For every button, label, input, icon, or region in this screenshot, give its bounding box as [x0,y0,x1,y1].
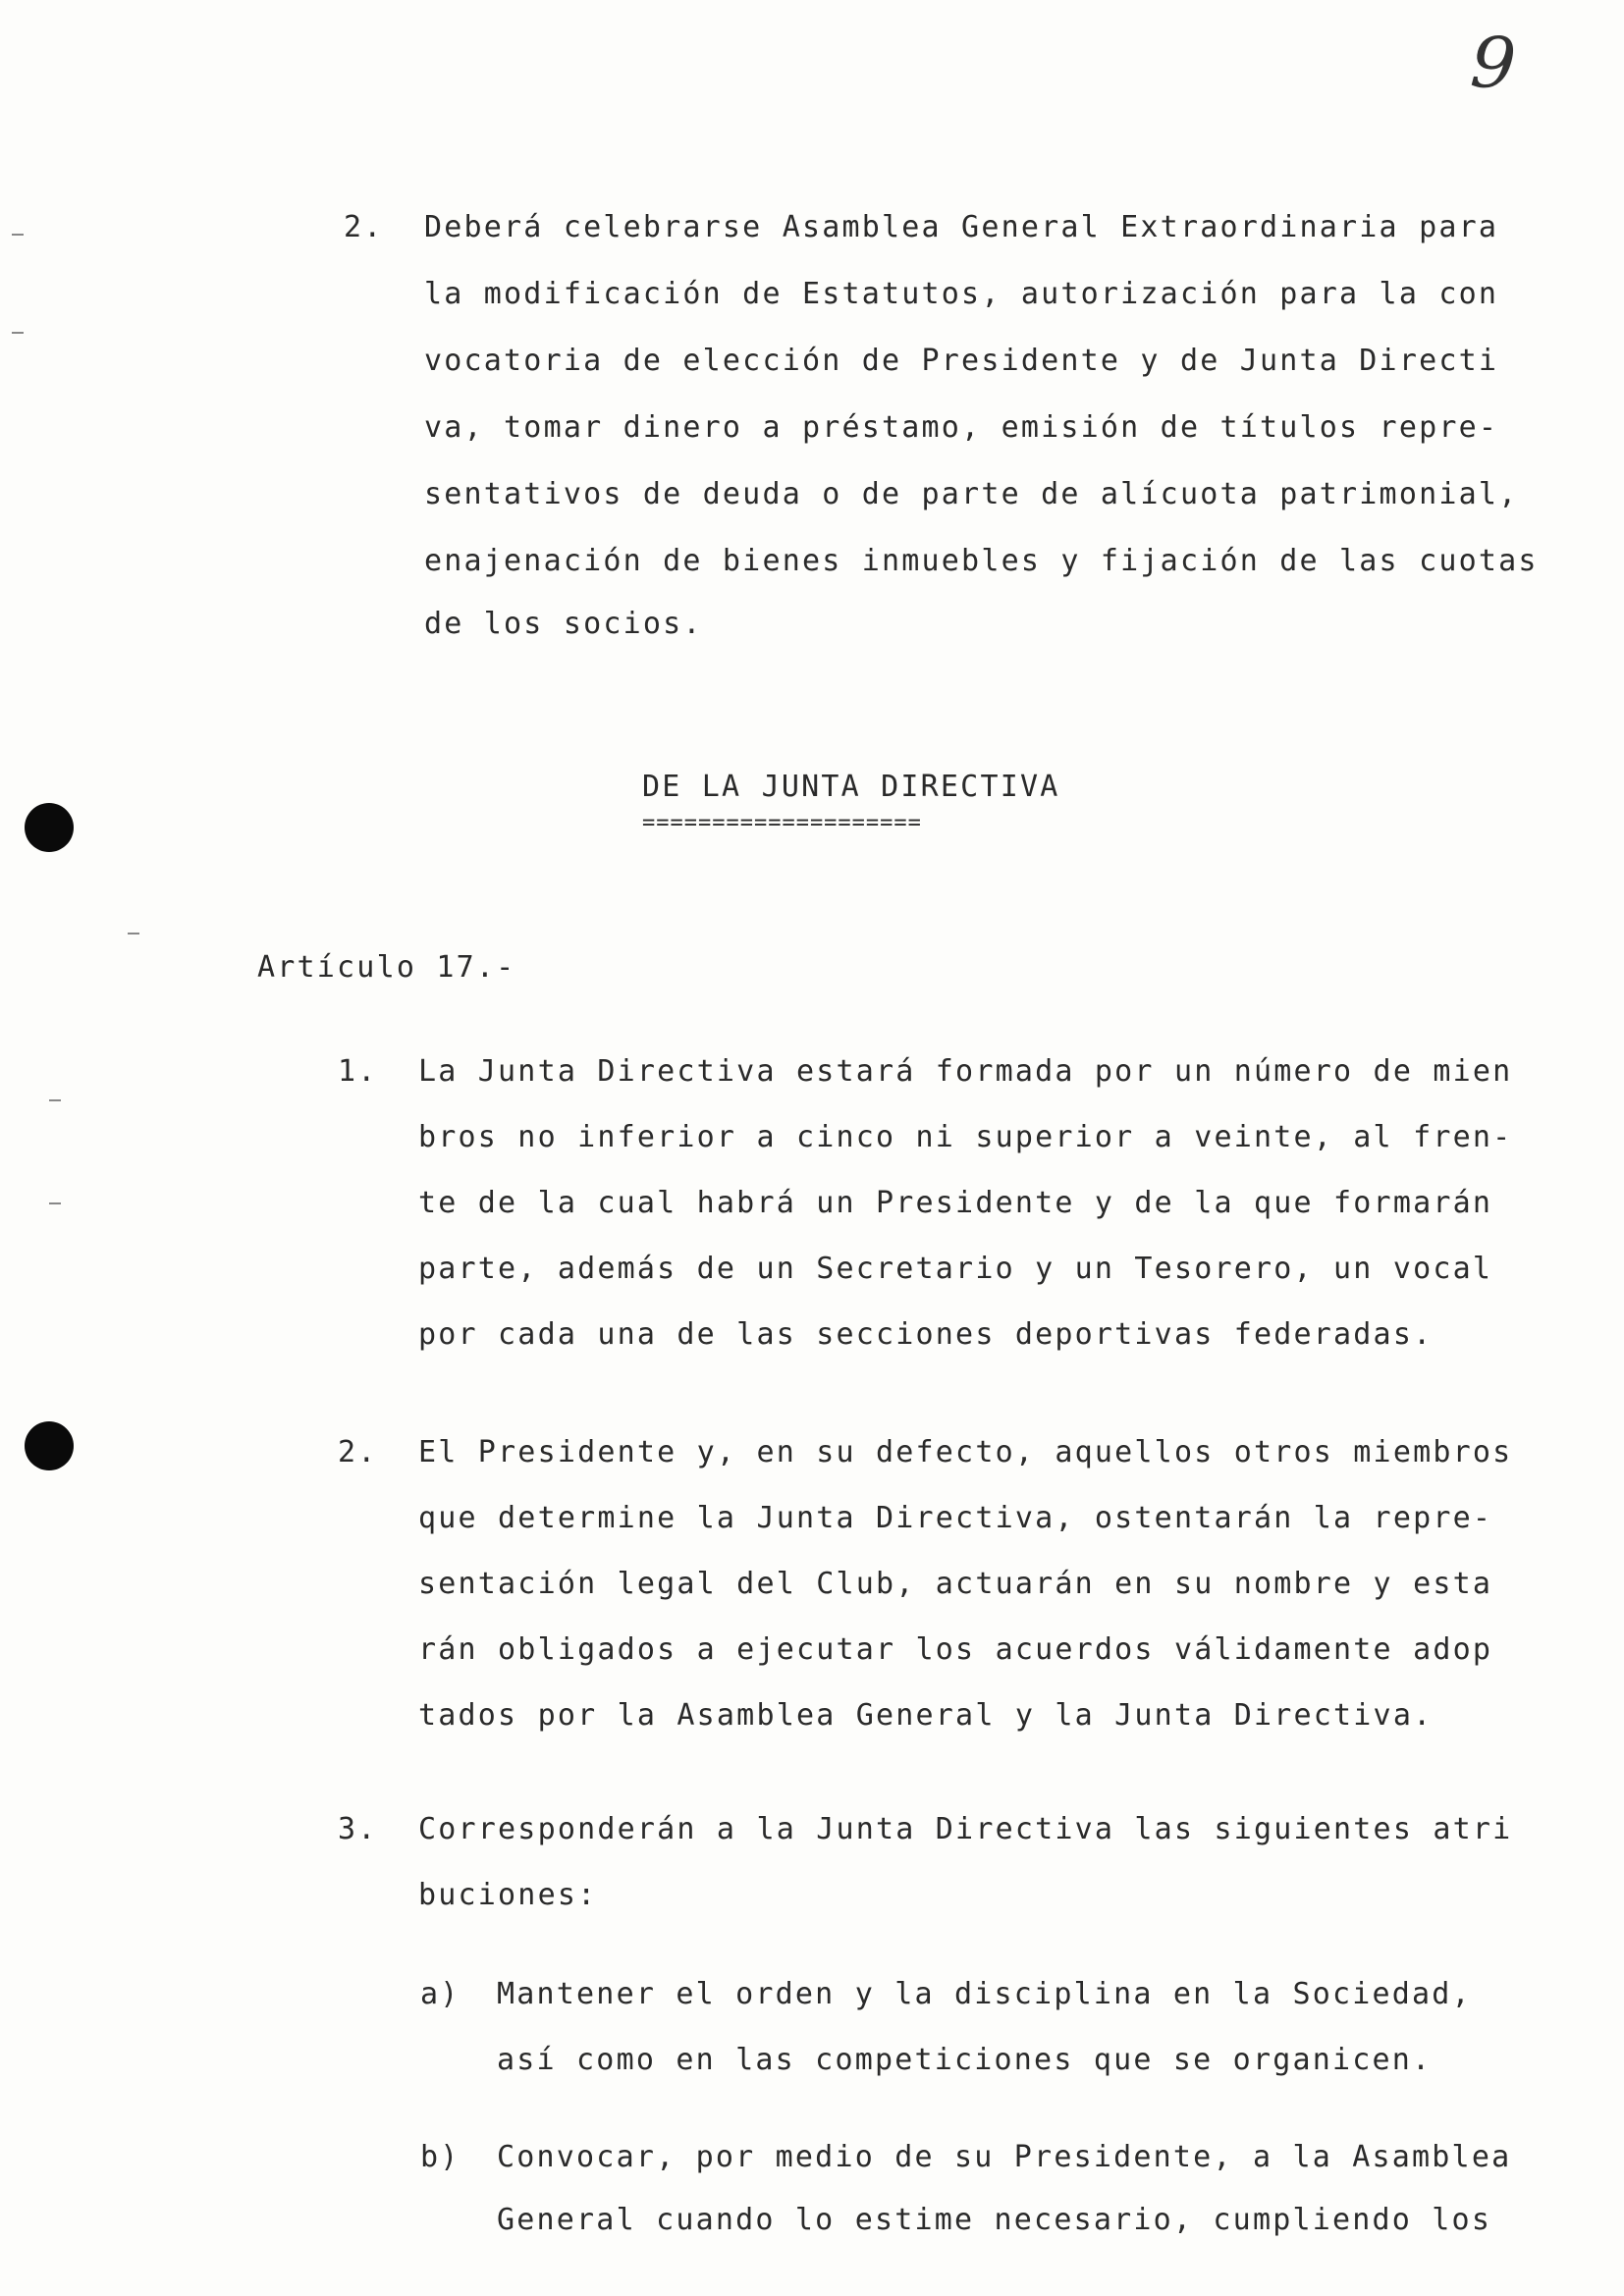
p2-number: 2. [338,1435,378,1469]
text-line: va, tomar dinero a préstamo, emisión de títulos repre- [424,410,1499,445]
margin-mark [12,332,24,334]
text-line: la modificación de Estatutos, autorización para la con [424,277,1499,311]
text-line: General cuando lo estime necesario, cumpliendo los [497,2203,1492,2237]
text-line: tados por la Asamblea General y la Junta Directiva. [418,1698,1434,1733]
p3-number: 3. [338,1812,378,1846]
text-line: Deberá celebrarse Asamblea General Extraordinaria para [424,210,1499,244]
pb-letter: b) [420,2140,460,2174]
margin-mark [12,234,24,236]
text-line: sentación legal del Club, actuarán en su nombre y esta [418,1567,1493,1601]
text-line: Corresponderán a la Junta Directiva las siguientes atri [418,1812,1513,1846]
punch-hole-bottom [25,1421,74,1470]
text-line: parte, además de un Secretario y un Tesorero, un vocal [418,1252,1493,1286]
text-line: La Junta Directiva estará formada por un número de mien [418,1054,1513,1089]
text-line: rán obligados a ejecutar los acuerdos válidamente adop [418,1632,1493,1667]
text-line: por cada una de las secciones deportivas federadas. [418,1317,1434,1352]
page-number: 9 [1468,20,1519,106]
text-line: bros no inferior a cinco ni superior a veinte, al fren- [418,1120,1513,1154]
text-line: vocatoria de elección de Presidente y de Junta Directi [424,344,1499,378]
section-heading: DE LA JUNTA DIRECTIVA [642,770,1060,804]
text-line: sentativos de deuda o de parte de alícuota patrimonial, [424,477,1519,511]
margin-mark [128,933,139,934]
pa-letter: a) [420,1977,460,2011]
text-line: buciones: [418,1878,598,1912]
p1-number: 1. [338,1054,378,1089]
heading-underline: ==================== [642,811,922,835]
text-line: enajenación de bienes inmuebles y fijación de las cuotas [424,544,1539,578]
text-line: así como en las competiciones que se organicen. [497,2043,1433,2077]
section1-number: 2. [344,210,384,244]
text-line: te de la cual habrá un Presidente y de la que formarán [418,1186,1493,1220]
text-line: Convocar, por medio de su Presidente, a la Asamblea [497,2140,1512,2174]
text-line: de los socios. [424,607,703,641]
margin-mark [49,1099,61,1101]
margin-mark [49,1202,61,1204]
punch-hole-top [25,803,74,852]
text-line: Mantener el orden y la disciplina en la Sociedad, [497,1977,1472,2011]
article-title: Artículo 17.- [257,950,516,985]
text-line: que determine la Junta Directiva, ostentarán la repre- [418,1501,1493,1535]
text-line: El Presidente y, en su defecto, aquellos otros miembros [418,1435,1513,1469]
